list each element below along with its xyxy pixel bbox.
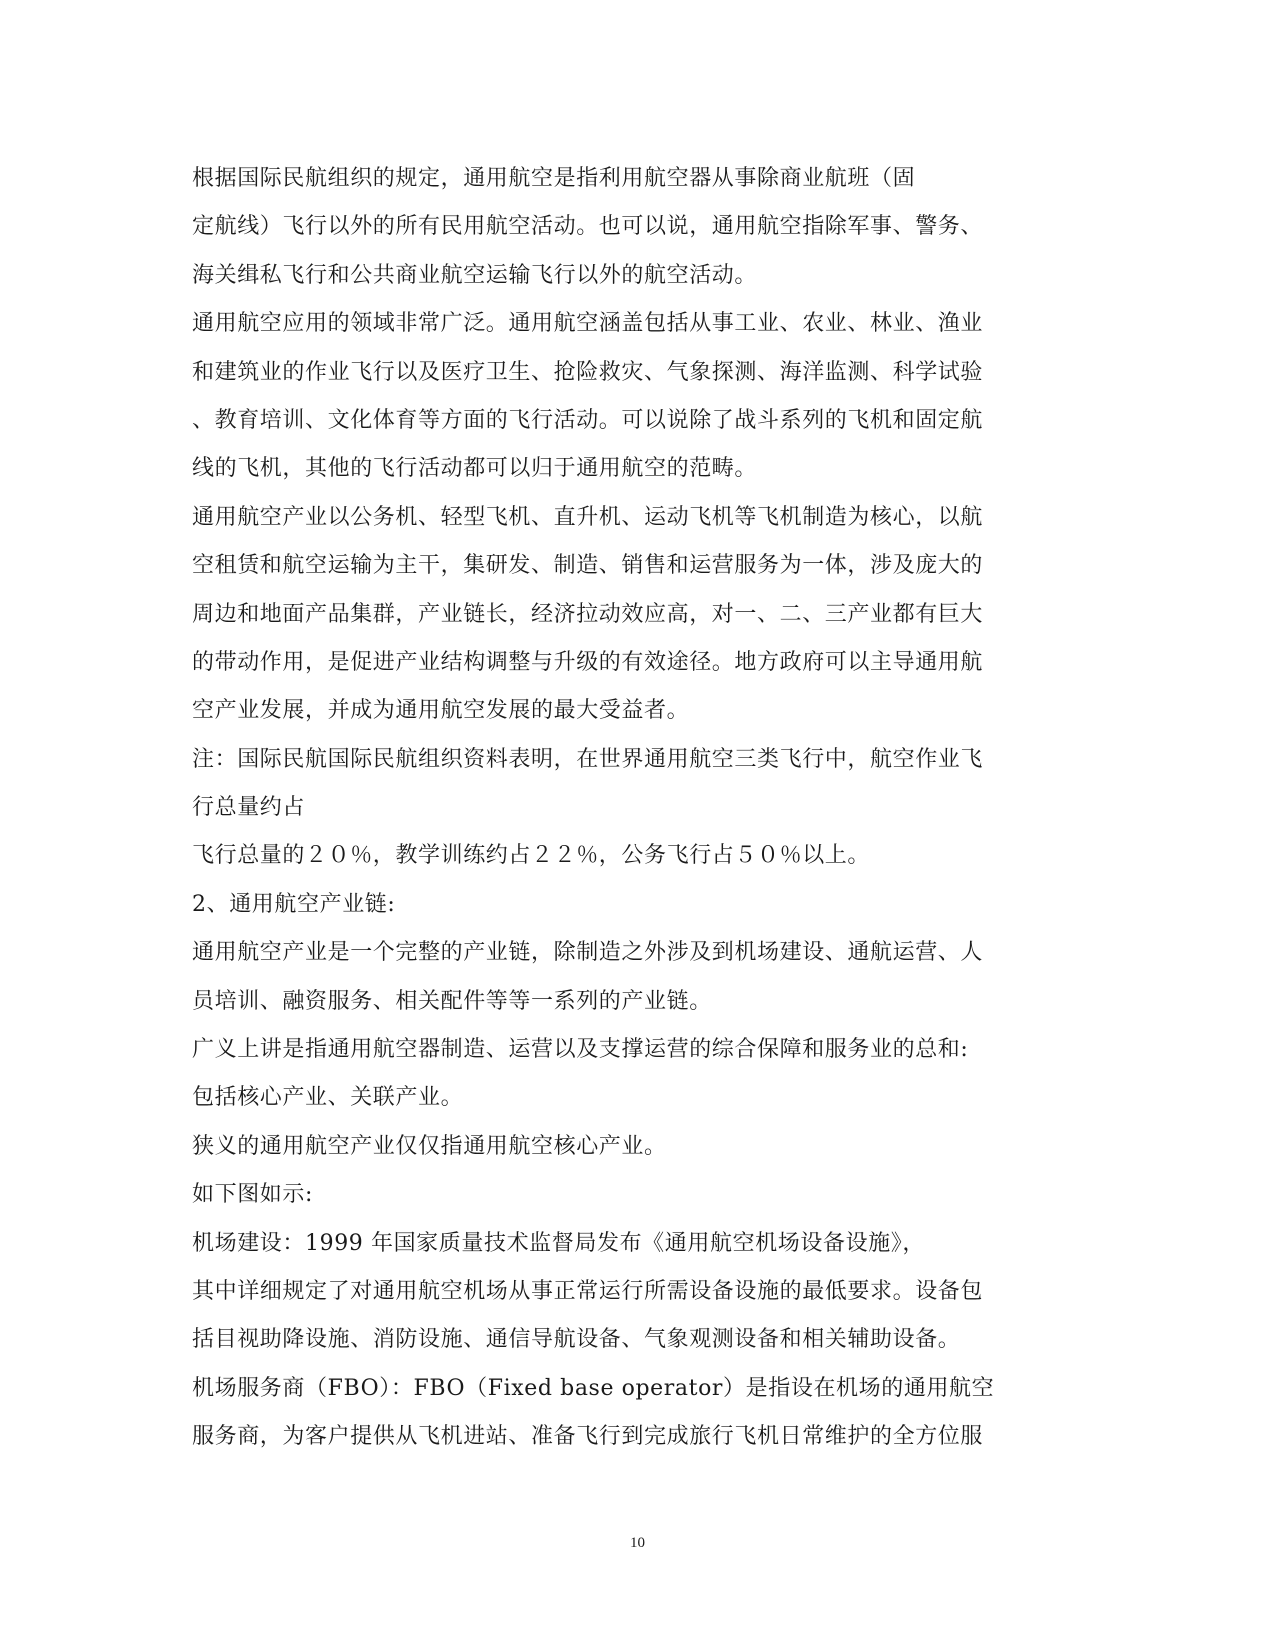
text-line: 通用航空应用的领域非常广泛。通用航空涵盖包括从事工业、农业、林业、渔业 [192, 311, 984, 337]
page-number: 10 [630, 1535, 645, 1551]
text-line: 通用航空产业以公务机、轻型飞机、直升机、运动飞机等飞机制造为核心，以航 [192, 504, 984, 530]
text-line: 周边和地面产品集群，产业链长，经济拉动效应高，对一、二、三产业都有巨大 [192, 601, 984, 627]
text-line: 括目视助降设施、消防设施、通信导航设备、气象观测设备和相关辅助设备。 [192, 1327, 961, 1353]
text-line: 行总量约占 [192, 795, 306, 821]
text-line: 广义上讲是指通用航空器制造、运营以及支撑运营的综合保障和服务业的总和: [192, 1037, 969, 1063]
text-line: 员培训、融资服务、相关配件等等一系列的产业链。 [192, 988, 712, 1014]
text-line: 的带动作用，是促进产业结构调整与升级的有效途径。地方政府可以主导通用航 [192, 649, 984, 675]
text-line: 线的飞机，其他的飞行活动都可以归于通用航空的范畴。 [192, 456, 758, 482]
text-line: 机场建设：1999 年国家质量技术监督局发布《通用航空机场设备设施》， [192, 1230, 925, 1256]
text-line: 其中详细规定了对通用航空机场从事正常运行所需设备设施的最低要求。设备包 [192, 1278, 984, 1304]
text-line: 注：国际民航国际民航组织资料表明，在世界通用航空三类飞行中，航空作业飞 [192, 746, 984, 772]
text-line: 定航线）飞行以外的所有民用航空活动。也可以说，通用航空指除军事、警务、 [192, 214, 984, 240]
text-line: 包括核心产业、关联产业。 [192, 1085, 464, 1111]
text-line: 飞行总量的２０％，教学训练约占２２％，公务飞行占５０％以上。 [192, 843, 871, 869]
text-line: 和建筑业的作业飞行以及医疗卫生、抢险救灾、气象探测、海洋监测、科学试验 [192, 359, 984, 385]
text-line: 狭义的通用航空产业仅仅指通用航空核心产业。 [192, 1133, 667, 1159]
body-text [192, 155, 1082, 1462]
text-line: 根据国际民航组织的规定，通用航空是指利用航空器从事除商业航班（固 [192, 166, 916, 191]
text-line: 如下图如示: [192, 1182, 314, 1208]
text-line: 空产业发展，并成为通用航空发展的最大受益者。 [192, 698, 690, 724]
text-line: 机场服务商（FBO）：FBO（Fixed base operator）是指设在机场的通用航空 [192, 1375, 995, 1401]
text-line: 服务商，为客户提供从飞机进站、准备飞行到完成旅行飞机日常维护的全方位服 [192, 1424, 984, 1450]
section-heading: 2、通用航空产业链: [192, 891, 396, 917]
text-line: 、教育培训、文化体育等方面的飞行活动。可以说除了战斗系列的飞机和固定航 [192, 407, 984, 433]
text-line: 海关缉私飞行和公共商业航空运输飞行以外的航空活动。 [192, 262, 758, 288]
text-line: 空租赁和航空运输为主干，集研发、制造、销售和运营服务为一体，涉及庞大的 [192, 553, 984, 579]
text-line: 通用航空产业是一个完整的产业链，除制造之外涉及到机场建设、通航运营、人 [192, 940, 984, 966]
